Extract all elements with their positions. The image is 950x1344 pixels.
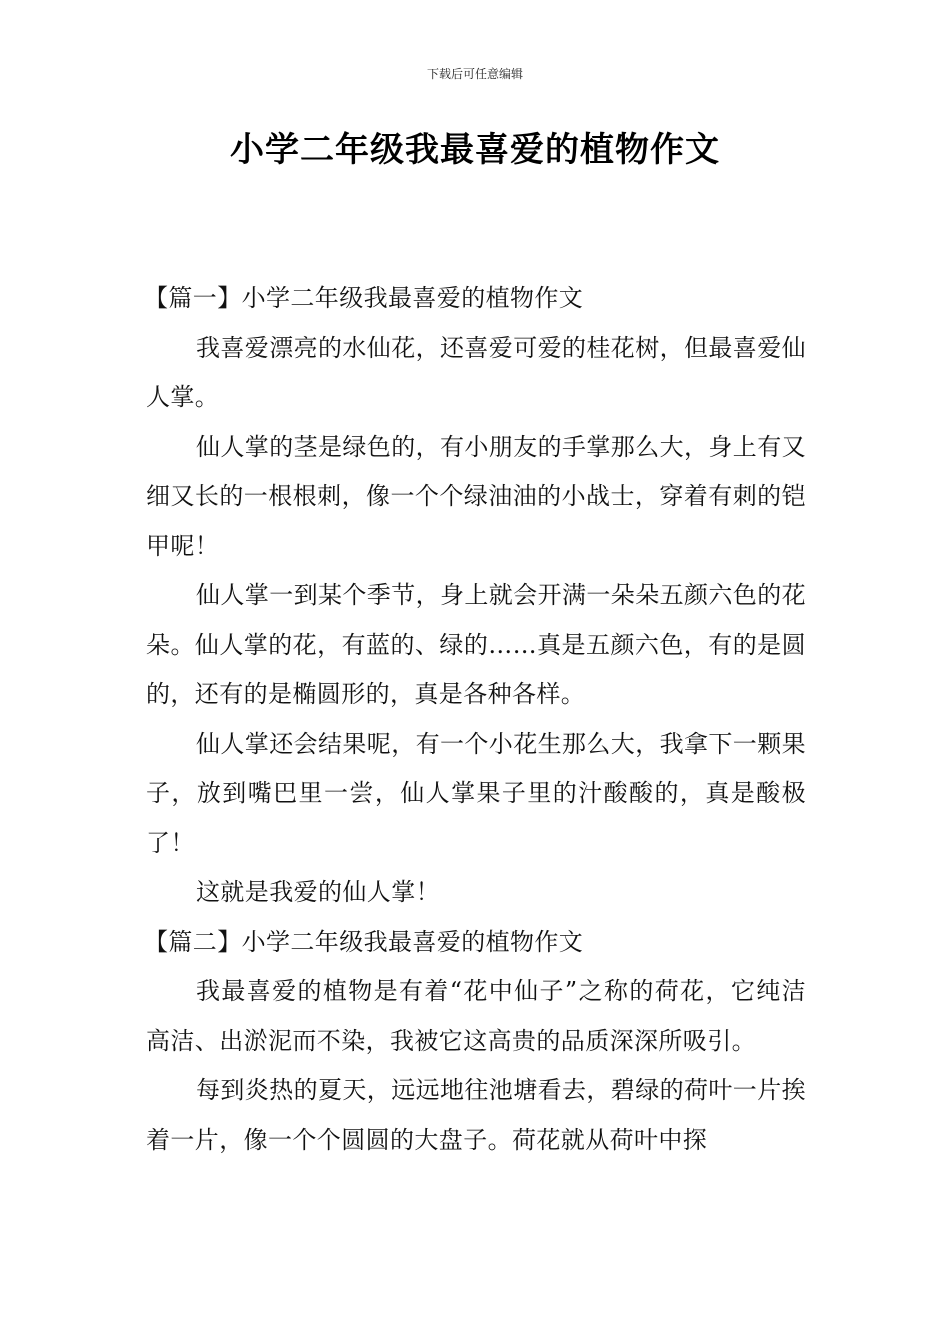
paragraph: 我喜爱漂亮的水仙花，还喜爱可爱的桂花树，但最喜爱仙人掌。 bbox=[146, 333, 806, 411]
paragraph: 每到炎热的夏天，远远地往池塘看去，碧绿的荷叶一片挨着一片，像一个个圆圆的大盘子。荷花就从荷叶中探 bbox=[146, 1076, 806, 1154]
section-heading: 【篇一】小学二年级我最喜爱的植物作文 bbox=[144, 284, 584, 312]
paragraph: 仙人掌还会结果呢，有一个小花生那么大，我拿下一颗果子，放到嘴巴里一尝，仙人掌果子里的汁酸酸的，真是酸极了！ bbox=[146, 729, 806, 857]
document-title: 小学二年级我最喜爱的植物作文 bbox=[230, 130, 720, 170]
paragraph: 这就是我爱的仙人掌！ bbox=[196, 878, 440, 906]
header-note: 下载后可任意编辑 bbox=[426, 67, 523, 81]
paragraph: 仙人掌一到某个季节，身上就会开满一朵朵五颜六色的花朵。仙人掌的花，有蓝的、绿的……真是五颜六色，有的是圆的，还有的是椭圆形的，真是各种各样。 bbox=[146, 581, 806, 708]
paragraph: 我最喜爱的植物是有着“花中仙子”之称的荷花，它纯洁高洁、出淤泥而不染，我被它这高贵的品质深深所吸引。 bbox=[146, 977, 806, 1055]
document-body bbox=[146, 274, 806, 1165]
paragraph: 仙人掌的茎是绿色的，有小朋友的手掌那么大，身上有又细又长的一根根刺，像一个个绿油油的小战士，穿着有刺的铠甲呢！ bbox=[146, 432, 806, 560]
section-heading: 【篇二】小学二年级我最喜爱的植物作文 bbox=[144, 927, 584, 956]
